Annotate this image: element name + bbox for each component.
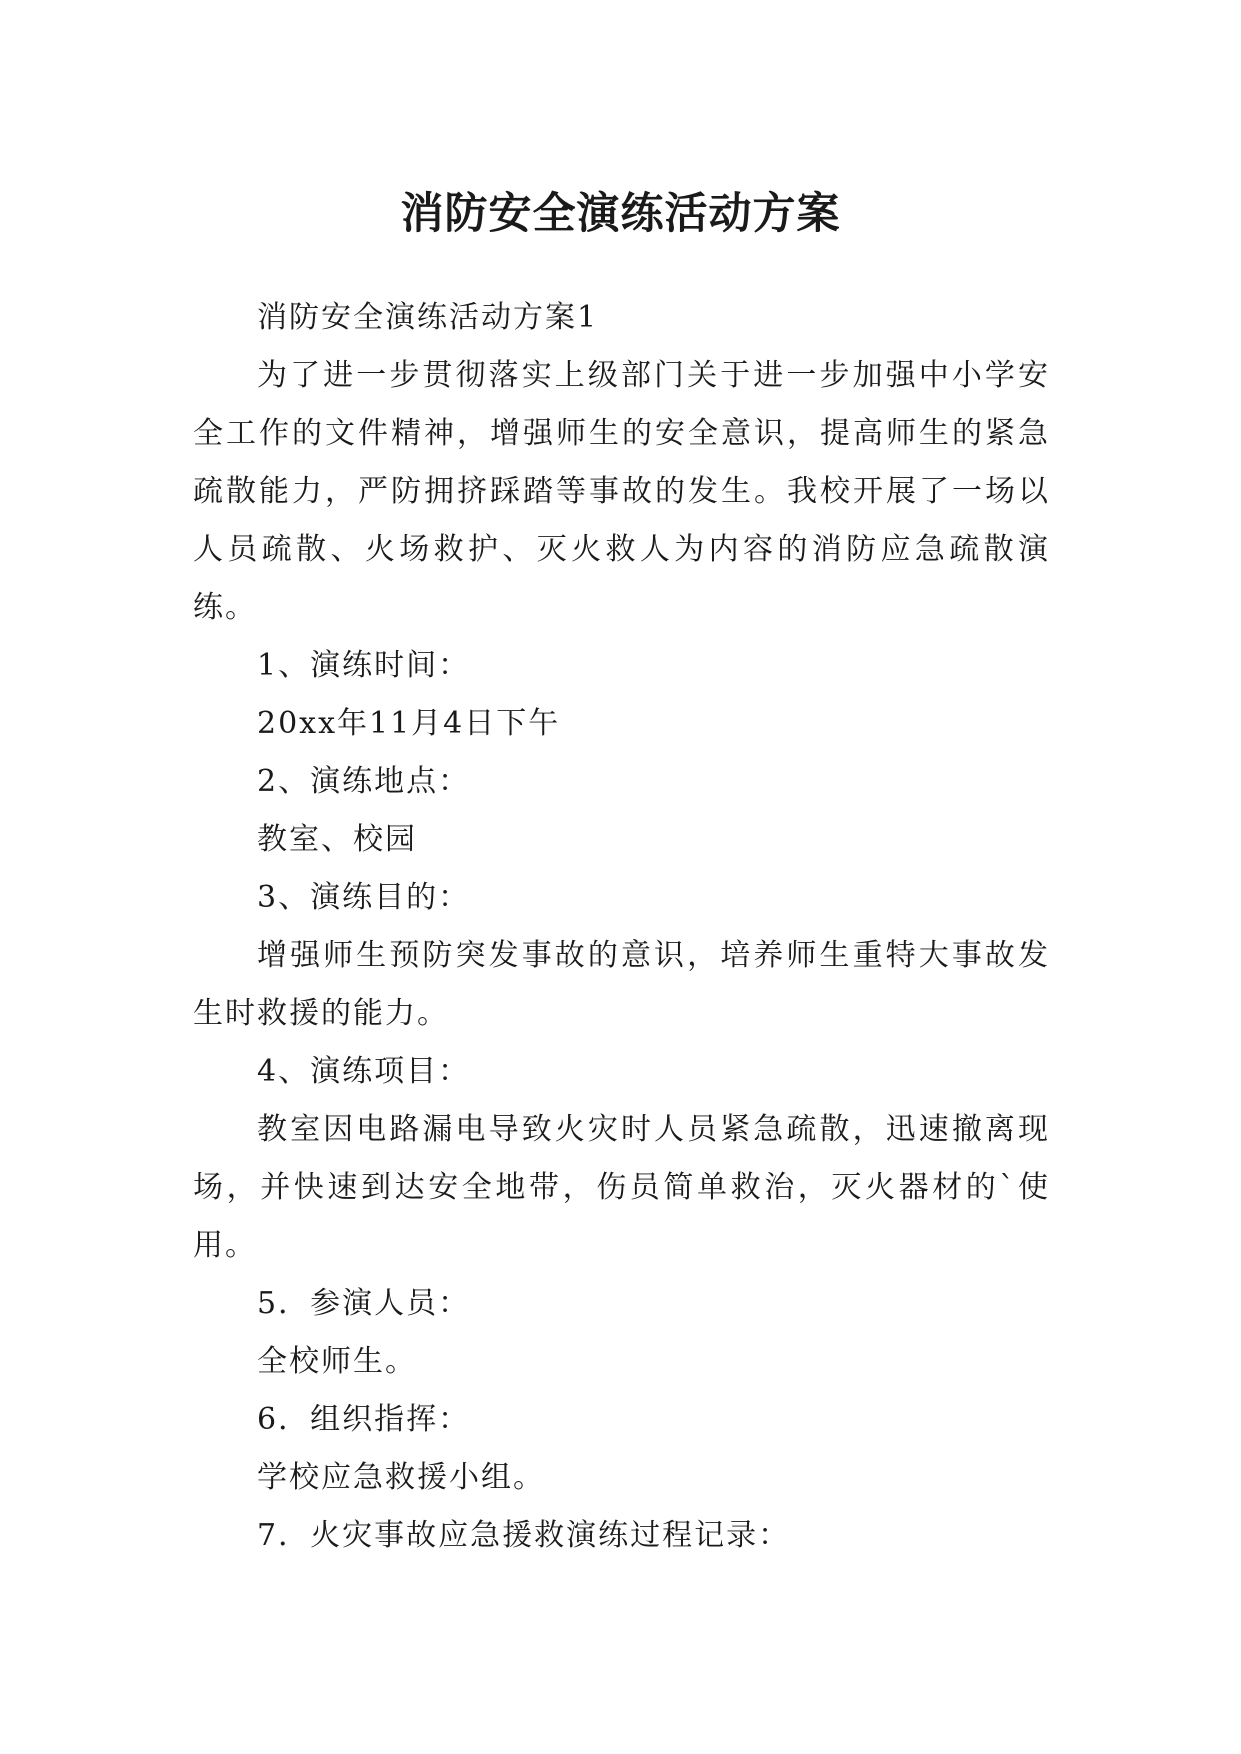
section-text-purpose: 增强师生预防突发事故的意识，培养师生重特大事故发生时救援的能力。	[193, 938, 1050, 1031]
section-heading-participants: 5．参演人员：	[257, 1286, 471, 1321]
section-heading-time: 1、演练时间：	[257, 648, 471, 683]
section-heading-purpose: 3、演练目的：	[257, 880, 471, 915]
document-body	[193, 289, 1050, 1565]
section-heading-location: 2、演练地点：	[257, 764, 471, 799]
section-heading-items: 4、演练项目：	[257, 1054, 471, 1089]
document-title: 消防安全演练活动方案	[400, 188, 841, 239]
section-heading-command: 6．组织指挥：	[257, 1402, 471, 1437]
section-text-location: 教室、校园	[257, 822, 417, 857]
section-heading-record: 7．火灾事故应急援救演练过程记录：	[257, 1518, 791, 1553]
section-text-items: 教室因电路漏电导致火灾时人员紧急疏散，迅速撤离现场，并快速到达安全地带，伤员简单救治，灭火器材的`使用。	[193, 1112, 1050, 1263]
subheading: 消防安全演练活动方案1	[257, 300, 599, 335]
section-text-participants: 全校师生。	[257, 1344, 417, 1379]
intro-paragraph: 为了进一步贯彻落实上级部门关于进一步加强中小学安全工作的文件精神，增强师生的安全意识，提高师生的紧急疏散能力，严防拥挤踩踏等事故的发生。我校开展了一场以人员疏散、火场救护、灭火救人为内容的消防应急疏散演练。	[193, 358, 1050, 625]
section-text-command: 学校应急救援小组。	[257, 1460, 545, 1495]
section-text-time: 20xx年11月4日下午	[257, 706, 561, 741]
